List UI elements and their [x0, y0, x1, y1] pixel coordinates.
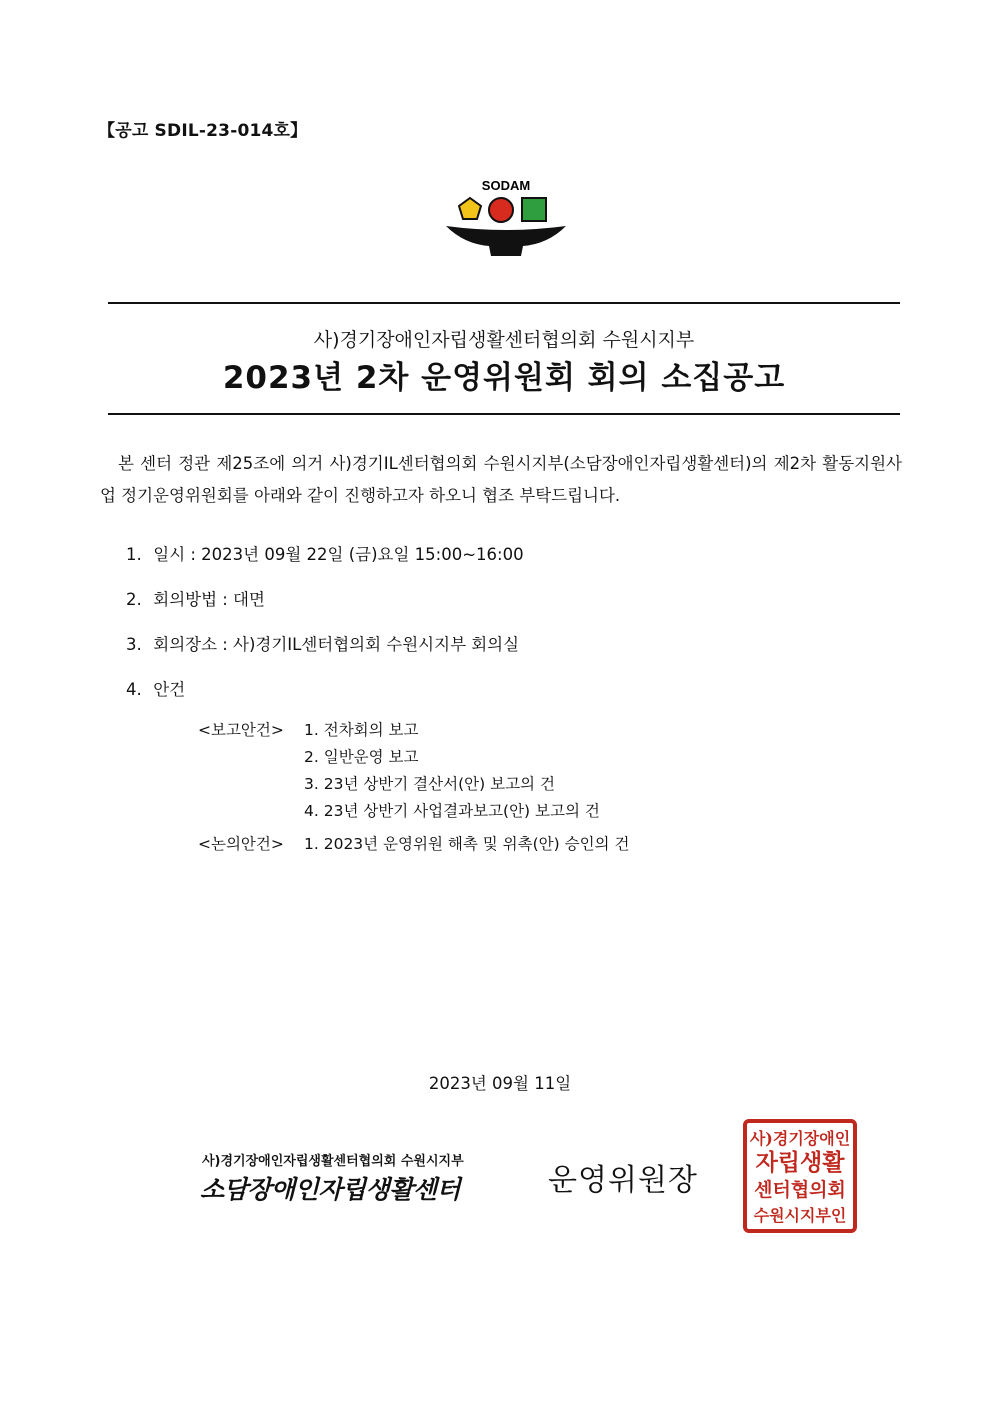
logo-square [522, 198, 546, 221]
agenda-list-item: 1. 2023년 운영위원 해촉 및 위촉(안) 승인의 건 [304, 835, 630, 853]
item-text: 회의방법 : 대면 [153, 590, 265, 609]
item-venue [126, 631, 524, 676]
discussion-agenda-label: <논의안건> [198, 835, 284, 853]
agenda-list-item: 2. 일반운영 보고 [304, 748, 419, 766]
logo-bowl [446, 226, 566, 256]
signer-title: 운영위원장 [548, 1163, 698, 1198]
official-seal [742, 1118, 858, 1234]
item-text: 안건 [153, 680, 186, 699]
item-number: 4. [126, 680, 142, 699]
page-title: 2023년 2차 운영위원회 회의 소집공고 [222, 360, 786, 396]
notice-items [126, 541, 524, 721]
body-paragraph: 본 센터 정관 제25조에 의거 사)경기IL센터협의회 수원시지부(소담장애인자립생활센터)의 제2차 활동지원사업 정기운영위원회를 아래와 같이 진행하고자 하오니 협조 부탁드립니다. [100, 454, 902, 505]
notice-number: 【공고 SDIL-23-014호】 [98, 121, 308, 141]
agenda-list-item: 3. 23년 상반기 결산서(안) 보고의 건 [304, 775, 555, 793]
agenda-list-item: 1. 전차회의 보고 [304, 721, 419, 739]
seal-line: 자립생활 [755, 1149, 845, 1176]
issue-date: 2023년 09월 11일 [428, 1074, 572, 1093]
seal-line: 센터협의회 [754, 1179, 846, 1201]
seal-line: 사)경기장애인 [749, 1129, 851, 1148]
agenda-list-item: 4. 23년 상반기 사업결과보고(안) 보고의 건 [304, 802, 600, 820]
sodam-logo [443, 178, 569, 264]
item-number: 2. [126, 590, 142, 609]
seal-line: 수원시지부인 [753, 1206, 847, 1225]
item-schedule [126, 541, 524, 586]
title-org-line: 사)경기장애인자립생활센터협의회 수원시지부 [313, 329, 695, 351]
signature-org-small: 사)경기장애인자립생활센터협의회 수원시지부 [202, 1154, 464, 1169]
logo-circle [489, 198, 513, 222]
item-method [126, 586, 524, 631]
item-number: 1. [126, 545, 142, 564]
signature-org-large: 소담장애인자립생활센터 [200, 1175, 461, 1204]
item-agenda [126, 676, 524, 721]
logo-pentagon [459, 198, 481, 219]
item-text: 일시 : 2023년 09월 22일 (금)요일 15:00~16:00 [153, 545, 524, 564]
report-agenda-label: <보고안건> [198, 721, 284, 739]
top-divider [108, 302, 900, 304]
report-agenda-list [304, 718, 724, 826]
discussion-agenda-list [304, 832, 724, 859]
logo-text: SODAM [481, 178, 531, 193]
item-number: 3. [126, 635, 142, 654]
bottom-divider [108, 413, 900, 415]
item-text: 회의장소 : 사)경기IL센터협의회 수원시지부 회의실 [153, 635, 520, 654]
